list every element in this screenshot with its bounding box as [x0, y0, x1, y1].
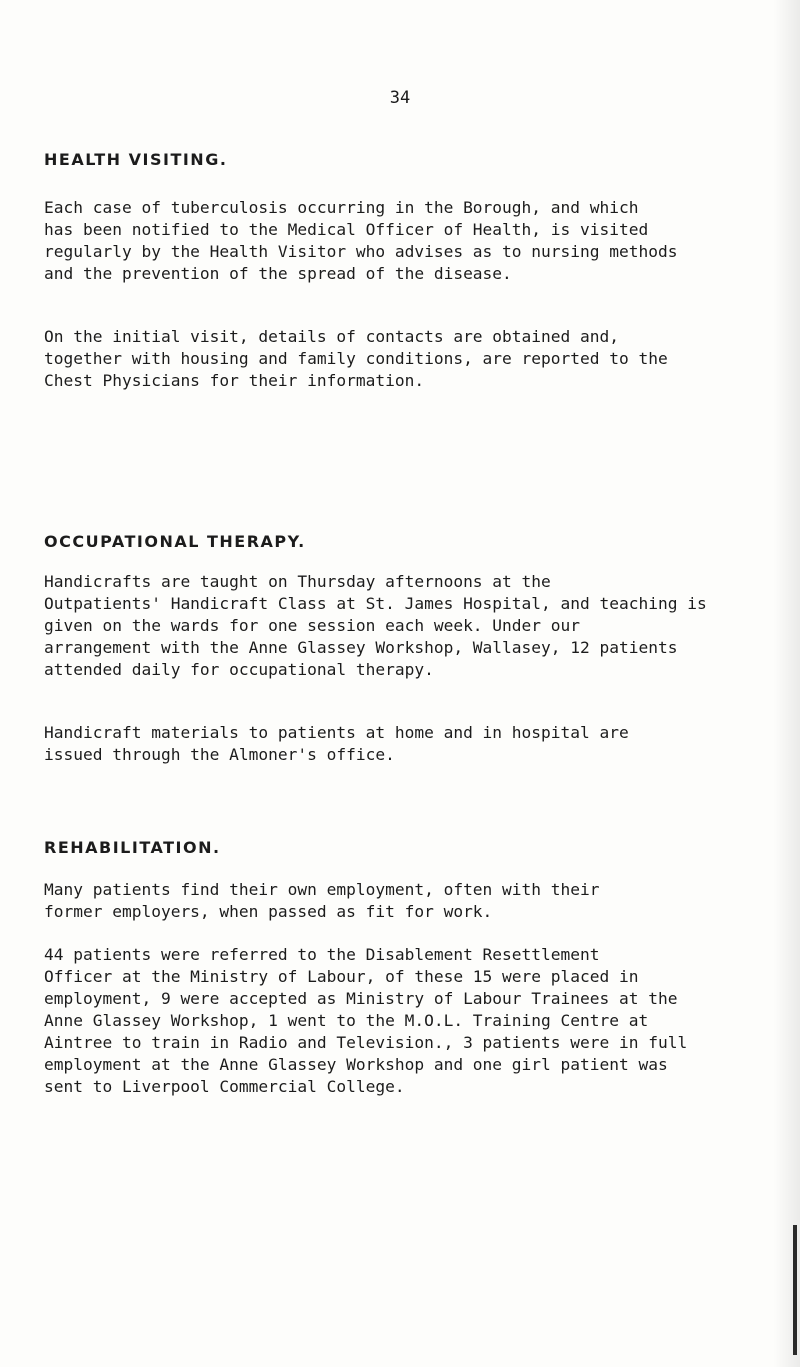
section-heading-health-visiting: HEALTH VISITING. [44, 150, 228, 169]
paragraph-handicrafts: Handicrafts are taught on Thursday afternoons at the Outpatients' Handicraft Class at St. James Hospital, and teaching is given on the wards for one session each week. Under our arrangement with the Anne Glassey Workshop, Wallasey, 12 patients attended daily for occupational therapy. [44, 572, 707, 679]
paragraph-materials: Handicraft materials to patients at home and in hospital are issued through the Almoner's office. [44, 723, 629, 764]
paragraph-tb-visiting: Each case of tuberculosis occurring in the Borough, and which has been notified to the Medical Officer of Health, is visited regularly by the Health Visitor who advises as to nursing methods and the prevention of the spread of the disease. [44, 198, 678, 283]
paragraph-referrals: 44 patients were referred to the Disablement Resettlement Officer at the Ministry of Labour, of these 15 were placed in employment, 9 were accepted as Ministry of Labour Trainees at the Anne Glassey Workshop, 1 went to the M.O.L. Training Centre at Aintree to train in Radio and Television., 3 patients were in full employment at the Anne Glassey Workshop and one girl patient was sent to Liverpool Commercial College. [44, 945, 688, 1096]
page-edge-mark [793, 1225, 797, 1355]
page-number: 34 [389, 88, 411, 108]
section-heading-occupational-therapy: OCCUPATIONAL THERAPY. [44, 532, 306, 551]
page-edge-shadow [774, 0, 800, 1367]
section-heading-rehabilitation: REHABILITATION. [44, 838, 221, 857]
paragraph-initial-visit: On the initial visit, details of contacts are obtained and, together with housing and family conditions, are reported to the Chest Physicians for their information. [44, 327, 668, 390]
paragraph-own-employment: Many patients find their own employment, often with their former employers, when passed as fit for work. [44, 880, 600, 921]
